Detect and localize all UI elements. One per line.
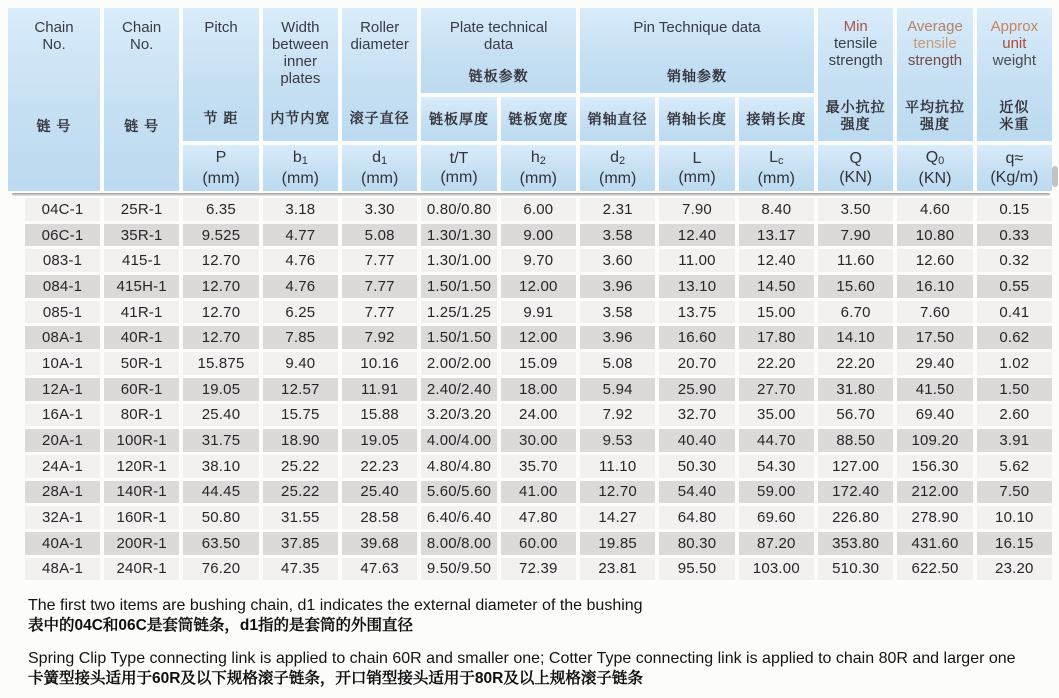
symbol-line: Q	[849, 150, 862, 167]
cell-chain-no-1-r14: 40A-1	[25, 532, 100, 555]
cell-chain-no-1-r9: 16A-1	[25, 404, 100, 427]
cell-min-tensile-r4: 15.60	[818, 275, 893, 298]
cell-chain-no-1-r3: 083-1	[25, 249, 100, 272]
symbol-plate-width	[501, 145, 576, 191]
cell-pin-length-r4: 13.10	[659, 275, 734, 298]
cell-chain-no-2-r1: 25R-1	[104, 198, 179, 221]
col-header-chain-no-1	[8, 8, 100, 191]
col-header-inner-width	[263, 8, 338, 141]
symbol-pitch	[183, 145, 258, 191]
cell-roller-dia-r13: 28.58	[342, 506, 417, 529]
cell-inner-width-r5: 6.25	[263, 301, 338, 324]
cell-plate-thickness-r10: 4.00/4.00	[421, 429, 496, 452]
cell-pitch-r15: 76.20	[183, 558, 258, 581]
cell-plate-width-r5: 9.91	[501, 301, 576, 324]
cell-avg-tensile-r1: 4.60	[897, 198, 972, 221]
symbol-line: P	[215, 149, 227, 166]
cell-pin-dia-r11: 11.10	[580, 455, 655, 478]
cell-pin-dia-r2: 3.58	[580, 224, 655, 247]
cell-chain-no-2-r15: 240R-1	[104, 558, 179, 581]
group-title-zh: 链板参数	[468, 68, 529, 84]
cell-min-tensile-r13: 226.80	[818, 506, 893, 529]
symbol-line: b1	[292, 149, 308, 167]
cell-min-tensile-r11: 127.00	[818, 455, 893, 478]
col-header-link-pin-length	[739, 97, 814, 141]
unit-line: (Kg/m)	[990, 169, 1039, 186]
cell-link-pin-length-r1: 8.40	[739, 198, 814, 221]
cell-pin-length-r13: 64.80	[659, 506, 734, 529]
cell-plate-thickness-r8: 2.40/2.40	[421, 378, 496, 401]
cell-pitch-r13: 50.80	[183, 506, 258, 529]
cell-chain-no-2-r8: 60R-1	[104, 378, 179, 401]
cell-plate-thickness-r6: 1.50/1.50	[421, 326, 496, 349]
footnote-connecting-link	[28, 649, 1043, 689]
cell-pitch-r7: 15.875	[183, 352, 258, 375]
cell-pin-dia-r8: 5.94	[580, 378, 655, 401]
cell-min-tensile-r12: 172.40	[818, 481, 893, 504]
col-title-en: Chain No.	[34, 19, 74, 53]
col-title-zh: 节 距	[203, 110, 239, 126]
cell-pin-length-r14: 80.30	[659, 532, 734, 555]
header-en-line: weight	[992, 52, 1036, 69]
cell-min-tensile-r8: 31.80	[818, 378, 893, 401]
cell-chain-no-1-r13: 32A-1	[25, 506, 100, 529]
col-title-zh: 销轴长度	[666, 110, 727, 127]
cell-min-tensile-r9: 56.70	[818, 404, 893, 427]
cell-pitch-r3: 12.70	[183, 249, 258, 272]
cell-pin-length-r9: 32.70	[659, 404, 734, 427]
col-header-pitch	[183, 8, 258, 141]
unit-line: (mm)	[599, 170, 637, 187]
cell-unit-weight-r1: 0.15	[977, 198, 1052, 221]
cell-link-pin-length-r7: 22.20	[739, 352, 814, 375]
footnotes	[28, 596, 1043, 689]
header-en-line: tensile	[913, 35, 957, 52]
cell-avg-tensile-r10: 109.20	[897, 429, 972, 452]
cell-plate-thickness-r9: 3.20/3.20	[421, 404, 496, 427]
col-title-en: Width between inner plates	[271, 19, 329, 87]
cell-plate-width-r3: 9.70	[501, 249, 576, 272]
cell-roller-dia-r10: 19.05	[342, 429, 417, 452]
col-header-roller-dia	[342, 8, 417, 141]
cell-avg-tensile-r7: 29.40	[897, 352, 972, 375]
footnote-bushing-chain	[28, 596, 1043, 636]
header-en-line: Min	[843, 18, 868, 35]
cell-inner-width-r2: 4.77	[263, 224, 338, 247]
symbol-unit-weight	[977, 145, 1052, 191]
col-title-zh	[826, 99, 886, 133]
cell-pitch-r8: 19.05	[183, 378, 258, 401]
cell-plate-thickness-r12: 5.60/5.60	[421, 481, 496, 504]
unit-line: (mm)	[440, 169, 478, 186]
cell-roller-dia-r2: 5.08	[342, 224, 417, 247]
cell-plate-thickness-r14: 8.00/8.00	[421, 532, 496, 555]
cell-pitch-r9: 25.40	[183, 404, 258, 427]
cell-chain-no-2-r14: 200R-1	[104, 532, 179, 555]
col-title-zh: 销轴直径	[587, 110, 648, 127]
cell-unit-weight-r2: 0.33	[977, 224, 1052, 247]
cell-chain-no-2-r4: 415H-1	[104, 275, 179, 298]
cell-pin-length-r1: 7.90	[659, 198, 734, 221]
cell-plate-thickness-r5: 1.25/1.25	[421, 301, 496, 324]
cell-unit-weight-r6: 0.62	[977, 326, 1052, 349]
cell-avg-tensile-r9: 69.40	[897, 404, 972, 427]
table-header	[8, 8, 1052, 191]
cell-pin-length-r7: 20.70	[659, 352, 734, 375]
cell-unit-weight-r3: 0.32	[977, 249, 1052, 272]
col-header-pin-dia	[580, 97, 655, 141]
cell-plate-width-r8: 18.00	[501, 378, 576, 401]
col-title-zh: 链 号	[36, 118, 72, 134]
cell-pin-dia-r5: 3.58	[580, 301, 655, 324]
col-title-zh: 链 号	[124, 118, 160, 134]
col-header-pin-length	[659, 97, 734, 141]
cell-pin-dia-r1: 2.31	[580, 198, 655, 221]
col-header-plate-width	[501, 97, 576, 141]
footnote-en: The first two items are bushing chain, d1 indicates the external diameter of the bushing	[28, 597, 643, 614]
symbol-line: h2	[530, 149, 546, 167]
cell-inner-width-r14: 37.85	[263, 532, 338, 555]
cell-link-pin-length-r10: 44.70	[739, 429, 814, 452]
cell-chain-no-2-r13: 160R-1	[104, 506, 179, 529]
cell-pin-dia-r6: 3.96	[580, 326, 655, 349]
cell-plate-thickness-r1: 0.80/0.80	[421, 198, 496, 221]
cell-roller-dia-r1: 3.30	[342, 198, 417, 221]
symbol-avg-tensile	[897, 145, 972, 191]
footnote-zh: 表中的04C和06C是套筒链条，d1指的是套筒的外围直径	[28, 617, 413, 634]
cell-avg-tensile-r4: 16.10	[897, 275, 972, 298]
symbol-link-pin-length	[739, 145, 814, 191]
cell-plate-thickness-r3: 1.30/1.00	[421, 249, 496, 272]
symbol-line: d1	[372, 149, 388, 167]
symbol-inner-width	[263, 145, 338, 191]
col-title-zh: 链板厚度	[428, 110, 489, 127]
cell-pin-dia-r12: 12.70	[580, 481, 655, 504]
cell-inner-width-r4: 4.76	[263, 275, 338, 298]
cell-min-tensile-r5: 6.70	[818, 301, 893, 324]
header-en-line: tensile	[833, 35, 878, 52]
group-header-plate-data	[421, 8, 576, 93]
cell-chain-no-2-r5: 41R-1	[104, 301, 179, 324]
header-en-line: strength	[828, 52, 883, 69]
cell-unit-weight-r10: 3.91	[977, 429, 1052, 452]
cell-plate-thickness-r4: 1.50/1.50	[421, 275, 496, 298]
cell-avg-tensile-r15: 622.50	[897, 558, 972, 581]
cell-link-pin-length-r13: 69.60	[739, 506, 814, 529]
symbol-min-tensile	[818, 145, 893, 191]
unit-line: (mm)	[519, 170, 557, 187]
cell-avg-tensile-r8: 41.50	[897, 378, 972, 401]
cell-pin-dia-r9: 7.92	[580, 404, 655, 427]
cell-pin-dia-r14: 19.85	[580, 532, 655, 555]
cell-avg-tensile-r14: 431.60	[897, 532, 972, 555]
cell-plate-thickness-r11: 4.80/4.80	[421, 455, 496, 478]
cell-inner-width-r7: 9.40	[263, 352, 338, 375]
cell-min-tensile-r3: 11.60	[818, 249, 893, 272]
cell-roller-dia-r4: 7.77	[342, 275, 417, 298]
unit-line: (mm)	[281, 170, 319, 187]
cell-inner-width-r9: 15.75	[263, 404, 338, 427]
cell-chain-no-2-r7: 50R-1	[104, 352, 179, 375]
cell-avg-tensile-r3: 12.60	[897, 249, 972, 272]
cell-unit-weight-r7: 1.02	[977, 352, 1052, 375]
unit-line: (mm)	[202, 170, 240, 187]
cell-avg-tensile-r12: 212.00	[897, 481, 972, 504]
cell-unit-weight-r11: 5.62	[977, 455, 1052, 478]
group-title-en: Plate technical data	[449, 19, 548, 53]
cell-plate-width-r7: 15.09	[501, 352, 576, 375]
col-title-en: Pitch	[204, 19, 238, 36]
col-header-chain-no-2	[104, 8, 179, 191]
symbol-line: t/T	[449, 150, 469, 167]
cell-pin-length-r5: 13.75	[659, 301, 734, 324]
header-en-line: strength	[907, 52, 963, 69]
cell-pin-length-r2: 12.40	[659, 224, 734, 247]
cell-pin-dia-r7: 5.08	[580, 352, 655, 375]
symbol-pin-dia	[580, 145, 655, 191]
cell-unit-weight-r15: 23.20	[977, 558, 1052, 581]
cell-roller-dia-r15: 47.63	[342, 558, 417, 581]
col-header-avg-tensile	[897, 8, 972, 141]
cell-plate-width-r13: 47.80	[501, 506, 576, 529]
symbol-line: Q0	[925, 149, 945, 167]
cell-link-pin-length-r4: 14.50	[739, 275, 814, 298]
cell-chain-no-1-r7: 10A-1	[25, 352, 100, 375]
cell-plate-width-r11: 35.70	[501, 455, 576, 478]
cell-chain-no-1-r15: 48A-1	[25, 558, 100, 581]
cell-unit-weight-r4: 0.55	[977, 275, 1052, 298]
footnote-zh: 卡簧型接头适用于60R及以下规格滚子链条，开口销型接头适用于80R及以上规格滚子链条	[28, 670, 643, 687]
cell-chain-no-2-r3: 415-1	[104, 249, 179, 272]
cell-chain-no-2-r10: 100R-1	[104, 429, 179, 452]
col-title-zh: 内节内宽	[270, 110, 331, 126]
cell-pitch-r4: 12.70	[183, 275, 258, 298]
group-header-pin-data	[580, 8, 814, 93]
cell-pitch-r5: 12.70	[183, 301, 258, 324]
cell-plate-width-r12: 41.00	[501, 481, 576, 504]
cell-chain-no-2-r12: 140R-1	[104, 481, 179, 504]
cell-pitch-r14: 63.50	[183, 532, 258, 555]
cell-link-pin-length-r6: 17.80	[739, 326, 814, 349]
cell-inner-width-r1: 3.18	[263, 198, 338, 221]
cell-pin-dia-r3: 3.60	[580, 249, 655, 272]
cell-plate-thickness-r15: 9.50/9.50	[421, 558, 496, 581]
cell-chain-no-1-r2: 06C-1	[25, 224, 100, 247]
col-header-unit-weight	[977, 8, 1052, 141]
cell-pitch-r6: 12.70	[183, 326, 258, 349]
cell-link-pin-length-r9: 35.00	[739, 404, 814, 427]
cell-pitch-r12: 44.45	[183, 481, 258, 504]
cell-inner-width-r6: 7.85	[263, 326, 338, 349]
unit-line: (mm)	[678, 169, 716, 186]
col-title-zh: 链板宽度	[508, 110, 569, 127]
cell-plate-width-r10: 30.00	[501, 429, 576, 452]
footnote-en: Spring Clip Type connecting link is applied to chain 60R and smaller one; Cotter Type connecting link is applied to chain 80R and larger one	[28, 650, 1016, 667]
symbol-line: q≈	[1005, 150, 1024, 167]
unit-line: (mm)	[757, 170, 795, 187]
group-title-en: Pin Technique data	[633, 19, 761, 36]
unit-line: (mm)	[361, 170, 399, 187]
cell-avg-tensile-r6: 17.50	[897, 326, 972, 349]
header-zh-line: 最小抗拉	[825, 99, 886, 115]
cell-min-tensile-r10: 88.50	[818, 429, 893, 452]
cell-pin-length-r3: 11.00	[659, 249, 734, 272]
cell-plate-width-r6: 12.00	[501, 326, 576, 349]
cell-unit-weight-r14: 16.15	[977, 532, 1052, 555]
cell-chain-no-1-r1: 04C-1	[25, 198, 100, 221]
cell-inner-width-r15: 47.35	[263, 558, 338, 581]
cell-pin-length-r15: 95.50	[659, 558, 734, 581]
cell-chain-no-2-r9: 80R-1	[104, 404, 179, 427]
col-header-plate-thickness	[421, 97, 496, 141]
cell-pitch-r11: 38.10	[183, 455, 258, 478]
cell-roller-dia-r6: 7.92	[342, 326, 417, 349]
cell-inner-width-r10: 18.90	[263, 429, 338, 452]
col-title-zh: 滚子直径	[349, 110, 410, 126]
header-zh-line: 强度	[919, 116, 950, 132]
cell-avg-tensile-r13: 278.90	[897, 506, 972, 529]
cell-inner-width-r12: 25.22	[263, 481, 338, 504]
cell-unit-weight-r13: 10.10	[977, 506, 1052, 529]
header-zh-line: 平均抗拉	[904, 99, 965, 115]
cell-roller-dia-r14: 39.68	[342, 532, 417, 555]
cell-plate-width-r4: 12.00	[501, 275, 576, 298]
cell-unit-weight-r5: 0.41	[977, 301, 1052, 324]
cell-unit-weight-r8: 1.50	[977, 378, 1052, 401]
cell-chain-no-2-r11: 120R-1	[104, 455, 179, 478]
cell-unit-weight-r12: 7.50	[977, 481, 1052, 504]
cell-pin-length-r11: 50.30	[659, 455, 734, 478]
header-zh-line: 强度	[840, 116, 871, 132]
right-edge-marker	[1052, 166, 1058, 187]
cell-roller-dia-r9: 15.88	[342, 404, 417, 427]
cell-plate-width-r14: 60.00	[501, 532, 576, 555]
cell-plate-width-r1: 6.00	[501, 198, 576, 221]
cell-unit-weight-r9: 2.60	[977, 404, 1052, 427]
symbol-plate-thickness	[421, 145, 496, 191]
cell-min-tensile-r6: 14.10	[818, 326, 893, 349]
cell-inner-width-r13: 31.55	[263, 506, 338, 529]
cell-pin-length-r12: 54.40	[659, 481, 734, 504]
unit-line: (KN)	[918, 170, 952, 187]
cell-chain-no-1-r11: 24A-1	[25, 455, 100, 478]
header-bottom-shadow	[12, 193, 1050, 196]
cell-roller-dia-r7: 10.16	[342, 352, 417, 375]
cell-roller-dia-r8: 11.91	[342, 378, 417, 401]
symbol-line: L	[692, 150, 702, 167]
cell-plate-thickness-r7: 2.00/2.00	[421, 352, 496, 375]
cell-chain-no-1-r5: 085-1	[25, 301, 100, 324]
col-title-en	[907, 18, 963, 69]
cell-min-tensile-r2: 7.90	[818, 224, 893, 247]
cell-plate-thickness-r13: 6.40/6.40	[421, 506, 496, 529]
cell-min-tensile-r14: 353.80	[818, 532, 893, 555]
header-zh-line: 近似	[999, 99, 1030, 115]
cell-link-pin-length-r3: 12.40	[739, 249, 814, 272]
col-header-min-tensile	[818, 8, 893, 141]
cell-pin-dia-r15: 23.81	[580, 558, 655, 581]
cell-chain-no-2-r6: 40R-1	[104, 326, 179, 349]
cell-chain-no-1-r10: 20A-1	[25, 429, 100, 452]
col-title-zh	[999, 99, 1029, 133]
col-title-zh: 接销长度	[746, 110, 807, 127]
table-body	[25, 198, 1052, 580]
symbol-roller-dia	[342, 145, 417, 191]
cell-pin-length-r6: 16.60	[659, 326, 734, 349]
cell-avg-tensile-r2: 10.80	[897, 224, 972, 247]
header-en-line: unit	[1002, 35, 1027, 52]
cell-pin-length-r8: 25.90	[659, 378, 734, 401]
cell-pin-dia-r4: 3.96	[580, 275, 655, 298]
cell-chain-no-2-r2: 35R-1	[104, 224, 179, 247]
cell-chain-no-1-r6: 08A-1	[25, 326, 100, 349]
cell-link-pin-length-r8: 27.70	[739, 378, 814, 401]
cell-inner-width-r8: 12.57	[263, 378, 338, 401]
cell-roller-dia-r3: 7.77	[342, 249, 417, 272]
cell-link-pin-length-r14: 87.20	[739, 532, 814, 555]
cell-link-pin-length-r15: 103.00	[739, 558, 814, 581]
cell-pin-dia-r10: 9.53	[580, 429, 655, 452]
cell-pitch-r2: 9.525	[183, 224, 258, 247]
cell-pin-length-r10: 40.40	[659, 429, 734, 452]
cell-chain-no-1-r12: 28A-1	[25, 481, 100, 504]
cell-roller-dia-r11: 22.23	[342, 455, 417, 478]
symbol-line: d2	[610, 149, 626, 167]
cell-link-pin-length-r12: 59.00	[739, 481, 814, 504]
col-title-en	[829, 18, 883, 69]
cell-plate-width-r9: 24.00	[501, 404, 576, 427]
cell-plate-width-r2: 9.00	[501, 224, 576, 247]
cell-min-tensile-r7: 22.20	[818, 352, 893, 375]
symbol-pin-length	[659, 145, 734, 191]
cell-inner-width-r11: 25.22	[263, 455, 338, 478]
cell-link-pin-length-r11: 54.30	[739, 455, 814, 478]
cell-pitch-r1: 6.35	[183, 198, 258, 221]
cell-chain-no-1-r4: 084-1	[25, 275, 100, 298]
symbol-line: Lc	[769, 149, 784, 167]
header-zh-line: 米重	[999, 116, 1030, 132]
cell-inner-width-r3: 4.76	[263, 249, 338, 272]
cell-avg-tensile-r11: 156.30	[897, 455, 972, 478]
cell-min-tensile-r1: 3.50	[818, 198, 893, 221]
col-title-en: Chain No.	[122, 19, 162, 53]
header-en-line: Average	[907, 18, 963, 35]
header-en-line: Approx	[990, 18, 1039, 35]
col-title-zh	[905, 99, 965, 133]
cell-plate-width-r15: 72.39	[501, 558, 576, 581]
col-title-en	[991, 18, 1039, 69]
cell-avg-tensile-r5: 7.60	[897, 301, 972, 324]
group-title-zh: 销轴参数	[667, 68, 727, 84]
cell-roller-dia-r5: 7.77	[342, 301, 417, 324]
unit-line: (KN)	[839, 169, 873, 186]
cell-link-pin-length-r5: 15.00	[739, 301, 814, 324]
col-title-en: Roller diameter	[350, 19, 409, 53]
cell-link-pin-length-r2: 13.17	[739, 224, 814, 247]
cell-pitch-r10: 31.75	[183, 429, 258, 452]
cell-min-tensile-r15: 510.30	[818, 558, 893, 581]
cell-pin-dia-r13: 14.27	[580, 506, 655, 529]
cell-plate-thickness-r2: 1.30/1.30	[421, 224, 496, 247]
cell-roller-dia-r12: 25.40	[342, 481, 417, 504]
cell-chain-no-1-r8: 12A-1	[25, 378, 100, 401]
